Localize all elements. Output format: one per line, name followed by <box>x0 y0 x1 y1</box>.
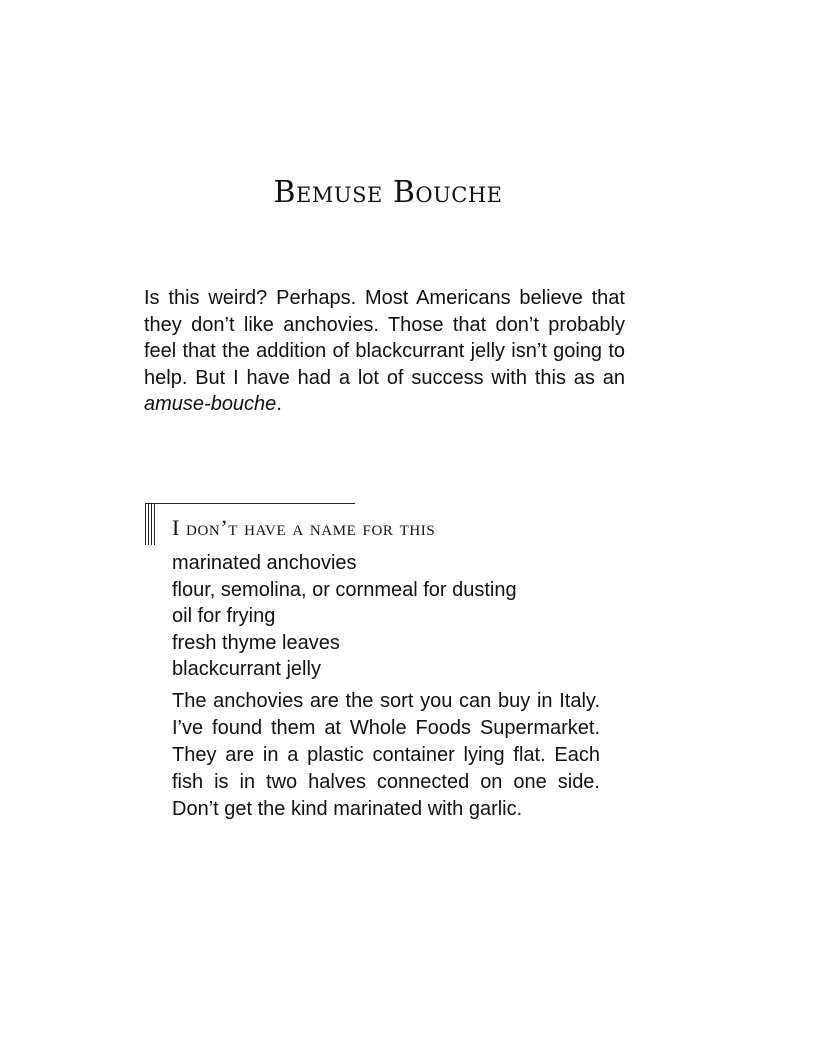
ingredient-item: flour, semolina, or cornmeal for dusting <box>172 578 517 601</box>
intro-end: . <box>276 393 282 415</box>
intro-emphasis: amuse-bouche <box>144 393 277 415</box>
intro-text: Is this weird? Perhaps. Most Americans believe that they don’t like anchovies. Those that don’t probably feel that the addition of blackcurrant jelly isn’t going to help. But I have had a lot of success with this as an <box>144 287 625 389</box>
recipe-method: The anchovies are the sort you can buy in Italy. I’ve found them at Whole Foods Supermarket. They are in a plastic container lying flat. Each fish is in two halves connected on one side. Don’t get the kind marinated with garlic. <box>172 690 600 820</box>
ingredient-item: oil for frying <box>172 605 276 627</box>
recipe-margin-bars <box>145 503 157 545</box>
ingredient-item: marinated anchovies <box>172 552 357 574</box>
ingredient-item: blackcurrant jelly <box>172 658 321 680</box>
recipe-title: I don’t have a name for this <box>172 515 436 540</box>
ingredient-list <box>172 550 517 683</box>
recipe-top-rule <box>145 503 355 504</box>
intro-paragraph <box>144 285 625 418</box>
page-title: Bemuse Bouche <box>273 175 503 211</box>
ingredient-item: fresh thyme leaves <box>172 631 340 654</box>
